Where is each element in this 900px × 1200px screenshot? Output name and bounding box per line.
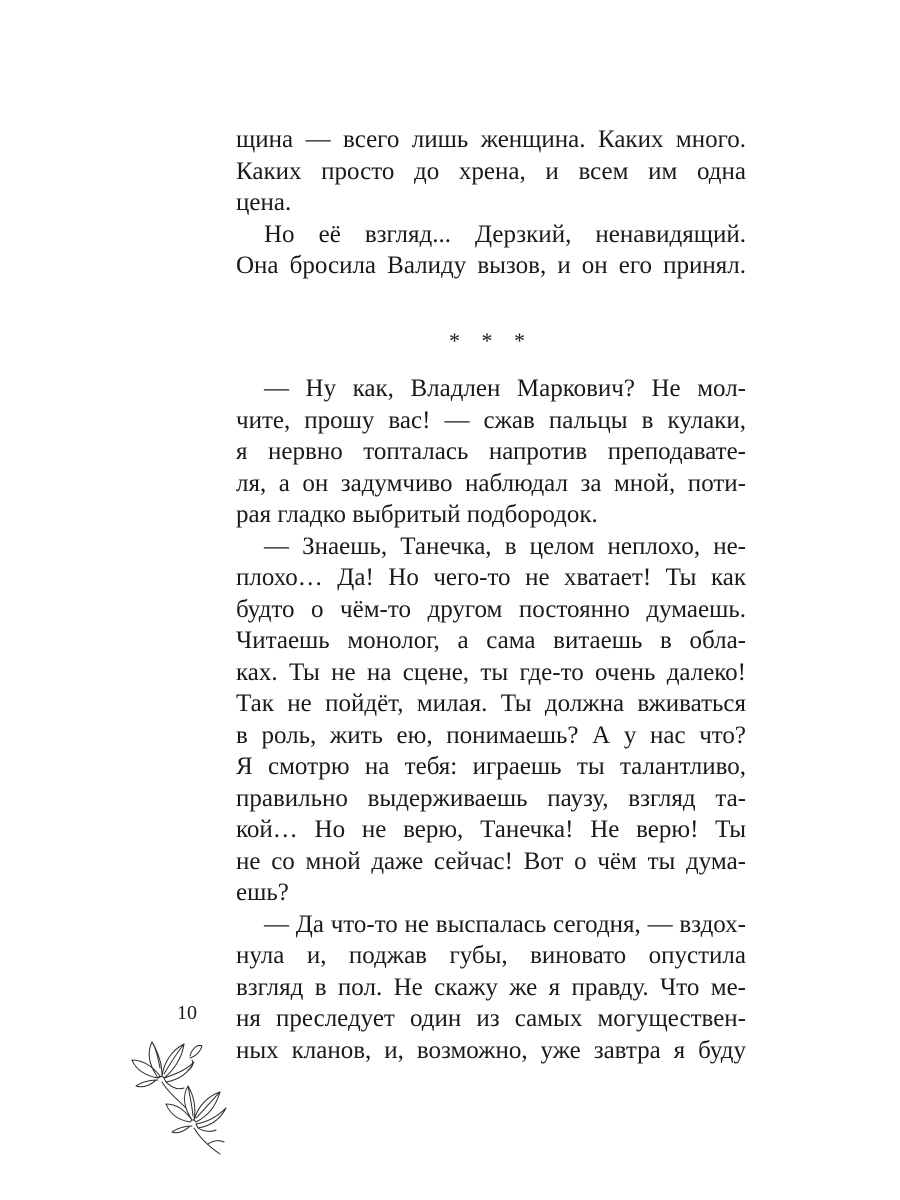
text-line: чите, прошу вас! — сжав пальцы в кулаки, (236, 406, 746, 434)
text-line: ных кланов, и, возможно, уже завтра я буду (236, 1036, 746, 1064)
text-line: Каких просто до хрена, и всем им одна (236, 157, 746, 185)
text-block-bottom (236, 373, 746, 1066)
text-line: — Ну как, Владлен Маркович? Не мол- (264, 375, 746, 402)
text-line: будто о чём-то другом постоянно думаешь. (236, 595, 746, 623)
text-line: — Знаешь, Танечка, в целом неплохо, не- (264, 532, 746, 560)
text-line: Читаешь монолог, а сама витаешь в обла- (236, 627, 746, 654)
text-line: — Да что-то не выспалась сегодня, — вздох- (264, 910, 746, 938)
section-separator: * * * (449, 328, 533, 353)
text-line: кой… Но не верю, Танечка! Не верю! Ты (236, 816, 746, 843)
text-line: ешь? (236, 879, 289, 906)
text-line: ках. Ты не на сцене, ты где-то очень далеко! (236, 658, 746, 686)
text-line: Она бросила Валиду вызов, и он его принял. (236, 252, 746, 279)
text-line: ля, а он задумчиво наблюдал за мной, поти- (236, 469, 746, 497)
text-line: Я смотрю на тебя: играешь ты талантливо, (236, 753, 746, 780)
text-line: ня преследует один из самых могуществен- (236, 1005, 746, 1032)
text-line: в роль, жить ею, понимаешь? А у нас что? (236, 721, 746, 749)
text-line: Но её взгляд... Дерзкий, ненавидящий. (264, 220, 746, 248)
text-line: я нервно топталась напротив преподавате- (236, 438, 746, 465)
text-line: рая гладко выбритый подбородок. (236, 501, 598, 528)
text-line: цена. (236, 189, 292, 216)
text-line: правильно выдерживаешь паузу, взгляд та- (236, 784, 746, 812)
text-line: Так не пойдёт, милая. Ты должна вживаться (236, 690, 746, 717)
text-block-top (236, 124, 746, 282)
text-line: щина — всего лишь женщина. Каких много. (236, 126, 746, 153)
text-line: нула и, поджав губы, виновато опустила (236, 942, 746, 969)
flower-ornament-icon (128, 1028, 240, 1156)
text-line: плохо… Да! Но чего-то не хватает! Ты как (236, 564, 746, 591)
page-number: 10 (177, 1002, 197, 1024)
text-line: взгляд в пол. Не скажу же я правду. Что ме- (236, 973, 746, 1001)
text-line: не со мной даже сейчас! Вот о чём ты дума- (236, 847, 746, 875)
